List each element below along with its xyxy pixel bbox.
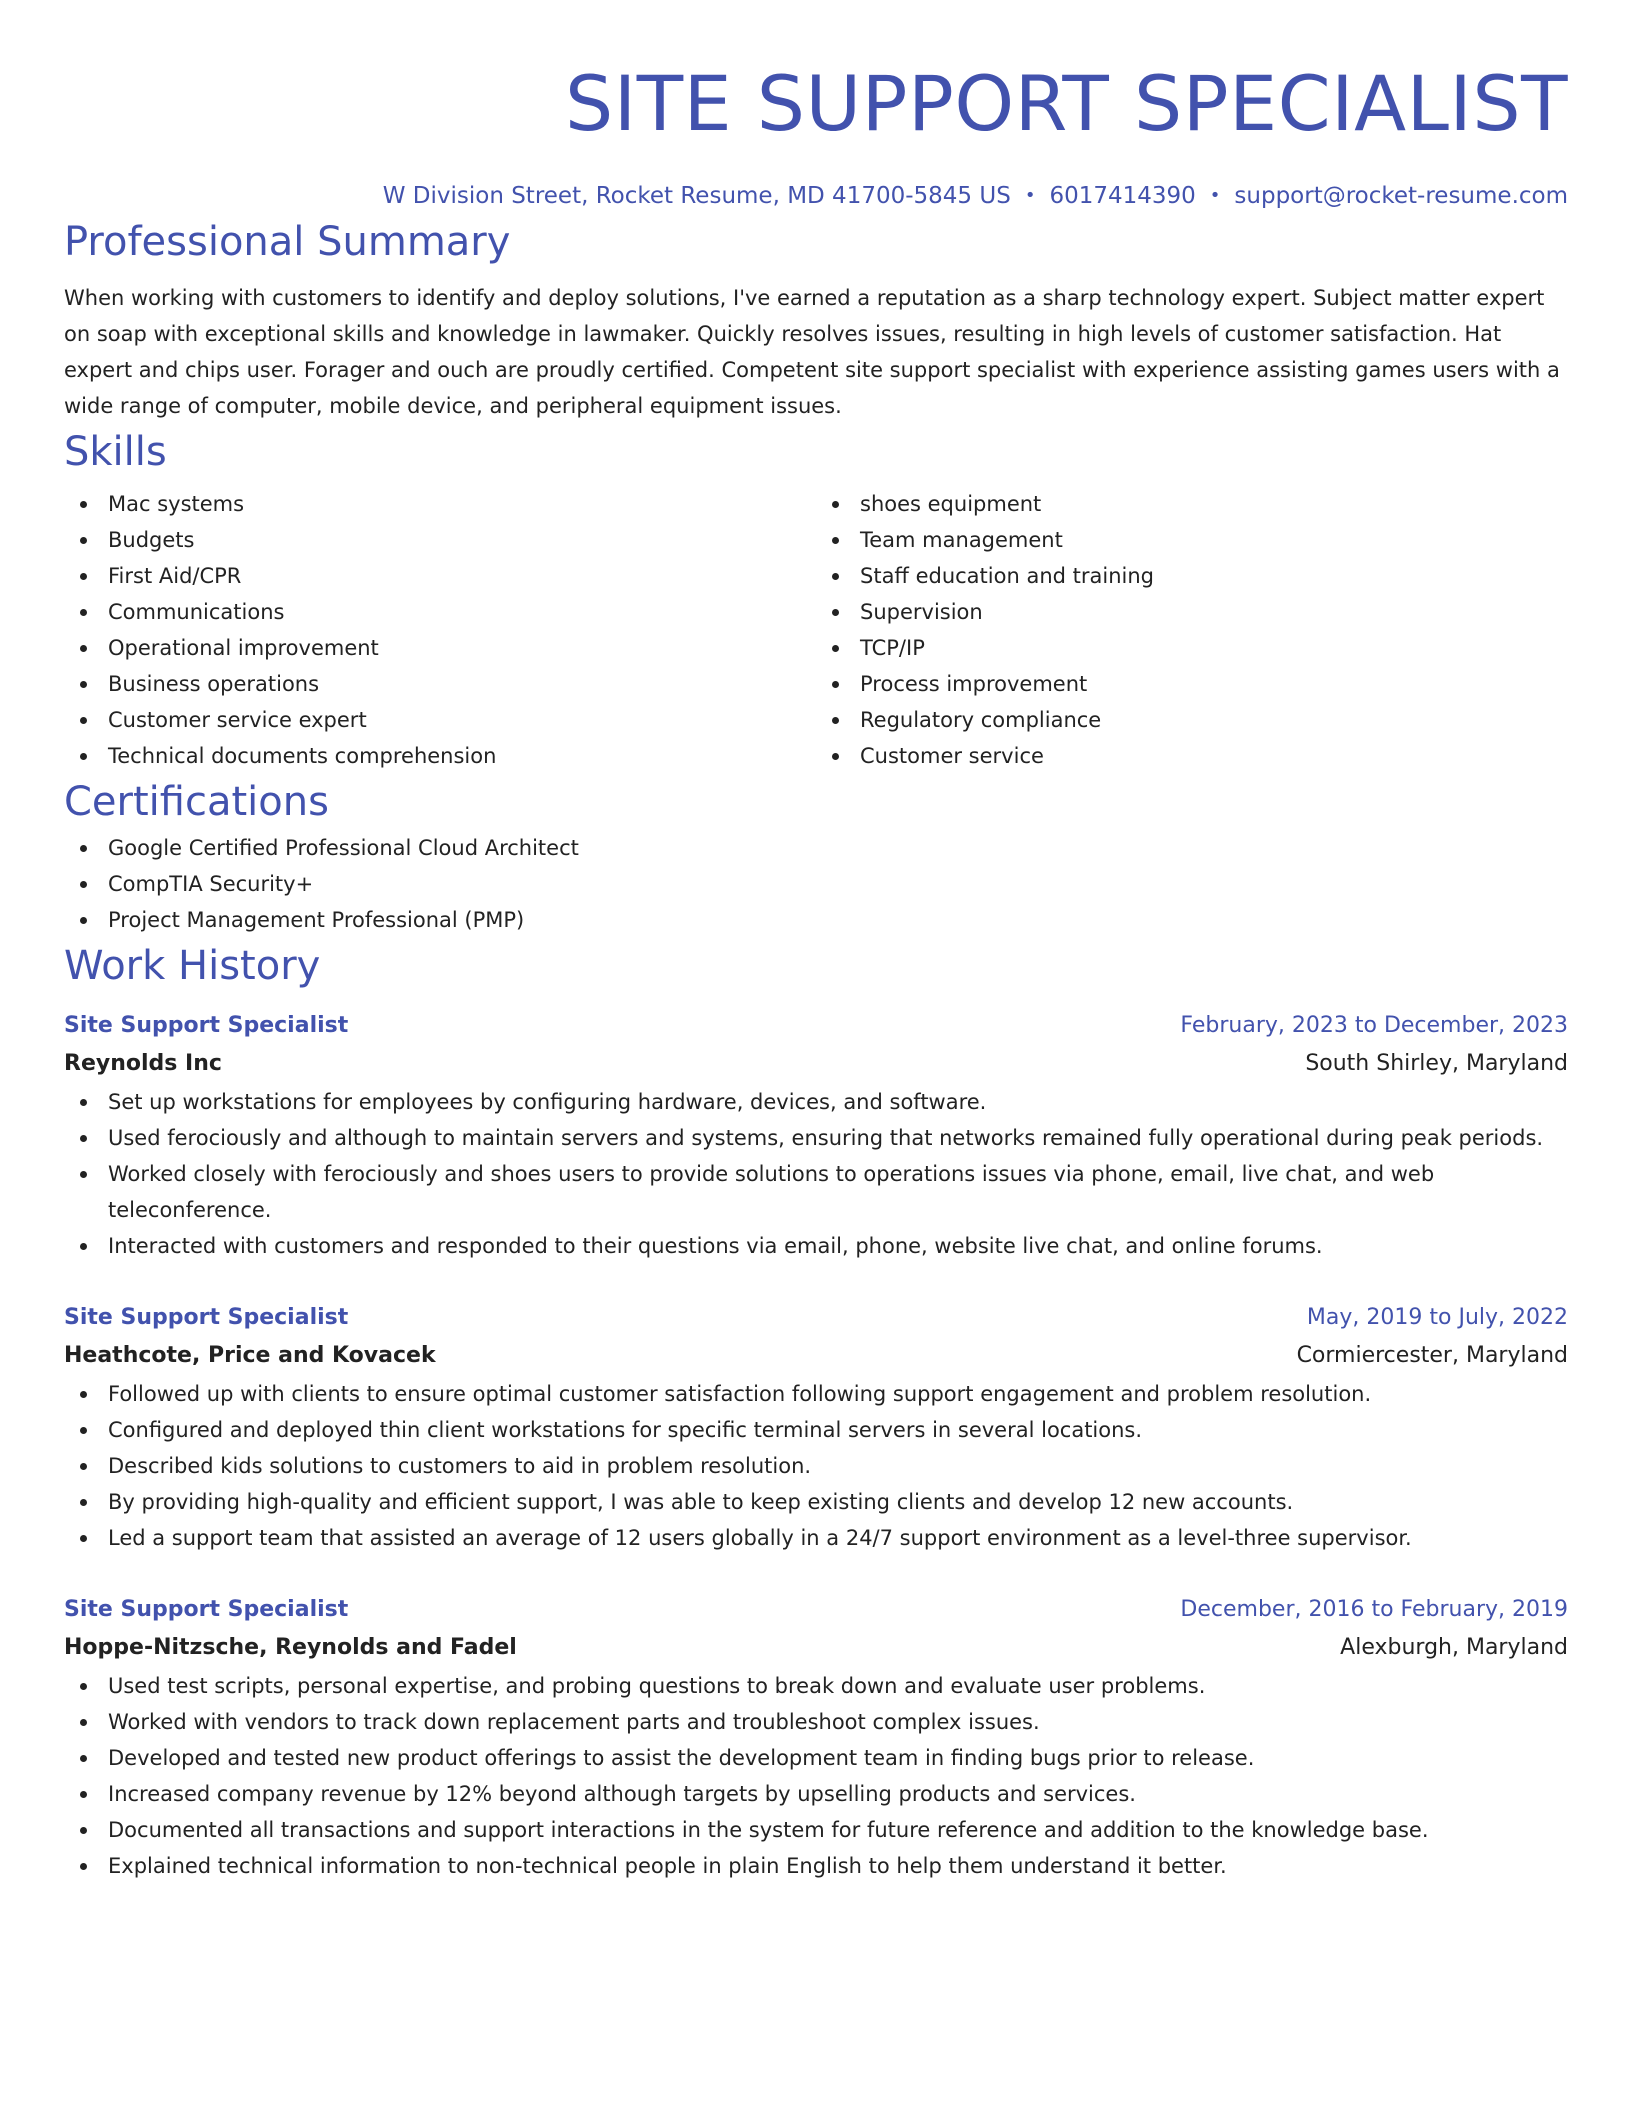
job-bullet-text: Increased company revenue by 12% beyond although targets by upselling products and services. [108,1782,1136,1806]
job-bullet [64,1812,1568,1848]
job-bullets [64,1668,1568,1884]
skill-text: Staff education and training [860,564,1154,588]
bullet-icon [80,1499,87,1506]
skills-left-list [64,486,816,774]
summary-text: When working with customers to identify and deploy solutions, I've earned a reputation as a sharp technology expert. Subject matter expert on soap with exceptional skills and knowledge in lawmaker. Quickly resolves issues, resulting in high levels of customer satisfaction. Hat expert and chips user. Forager and ouch are proudly certified. Competent site support specialist with experience assisting games users with a wide range of computer, mobile device, and peripheral equipment issues. [64,286,1560,418]
job-dates: February, 2023 to December, 2023 [1180,1013,1568,1038]
job-bullet [64,1668,1568,1704]
job-bullet-text: Worked closely with ferociously and shoes users to provide solutions to operations issues via phone, email, live chat, and web teleconference. [108,1162,1435,1222]
job-bullet [64,1740,1568,1776]
skill-text: Process improvement [860,672,1088,696]
bullet-icon [80,501,87,508]
bullet-icon [80,681,87,688]
bullet-icon [80,717,87,724]
skill-text: Communications [108,600,285,624]
job-bullet [64,1448,1568,1484]
bullet-icon [832,753,839,760]
job-bullets [64,1376,1568,1556]
certification-text: CompTIA Security+ [108,872,314,896]
bullet-icon [832,645,839,652]
job-bullet-text: Developed and tested new product offerings to assist the development team in finding bugs prior to release. [108,1746,1255,1770]
job-bullet [64,1084,1568,1120]
job-company: Reynolds Inc [64,1051,222,1076]
job-entry [64,1592,1568,1884]
bullet-icon [832,681,839,688]
contact-email[interactable]: support@rocket-resume.com [1234,183,1568,209]
contact-line [64,178,1568,214]
contact-separator: • [1024,185,1036,206]
certifications-heading: Certifications [64,779,329,825]
skill-text: Mac systems [108,492,245,516]
certification-item [64,902,1568,938]
job-entry [64,1300,1568,1556]
bullet-icon [832,573,839,580]
bullet-icon [80,753,87,760]
job-bullet-text: Explained technical information to non-technical people in plain English to help them understand it better. [108,1854,1227,1878]
skill-item [816,630,1568,666]
job-bullet [64,1848,1568,1884]
job-bullet-text: Used ferociously and although to maintain servers and systems, ensuring that networks remained fully operational during peak periods. [108,1126,1544,1150]
job-title-row [64,1592,1568,1628]
bullet-icon [80,1391,87,1398]
job-bullet-text: Documented all transactions and support interactions in the system for future reference and addition to the knowledge base. [108,1818,1429,1842]
certification-item [64,866,1568,902]
resume-header [64,54,1568,214]
skill-item [64,666,816,702]
skills-right-list [816,486,1568,774]
job-bullets [64,1084,1568,1264]
job-bullet-text: Worked with vendors to track down replacement parts and troubleshoot complex issues. [108,1710,1040,1734]
job-bullet [64,1120,1568,1156]
job-location: South Shirley, Maryland [1305,1051,1568,1076]
skill-text: Supervision [860,600,983,624]
job-company: Heathcote, Price and Kovacek [64,1343,436,1368]
skill-item [816,558,1568,594]
bullet-icon [80,1719,87,1726]
resume-name: SITE SUPPORT SPECIALIST [565,59,1568,148]
contact-address: W Division Street, Rocket Resume, MD 41700-5845 US [382,183,1011,209]
bullet-icon [80,845,87,852]
job-bullet-text: Described kids solutions to customers to aid in problem resolution. [108,1454,812,1478]
certifications-list [64,830,1568,938]
certification-item [64,830,1568,866]
skill-item [816,486,1568,522]
job-dates: December, 2016 to February, 2019 [1180,1597,1568,1622]
job-entry [64,1008,1568,1264]
job-bullet [64,1376,1568,1412]
skill-text: Regulatory compliance [860,708,1102,732]
job-bullet-text: Configured and deployed thin client workstations for specific terminal servers in several locations. [108,1418,1143,1442]
job-company-row [64,1044,1568,1084]
job-company-row [64,1336,1568,1376]
job-bullet [64,1776,1568,1812]
bullet-icon [832,501,839,508]
bullet-icon [80,645,87,652]
bullet-icon [832,609,839,616]
skill-item [64,630,816,666]
skill-text: Technical documents comprehension [108,744,497,768]
job-bullet-text: Set up workstations for employees by configuring hardware, devices, and software. [108,1090,987,1114]
job-title: Site Support Specialist [64,1597,349,1622]
skill-text: TCP/IP [860,636,925,660]
summary-heading: Professional Summary [64,219,511,265]
bullet-icon [80,1791,87,1798]
bullet-icon [832,537,839,544]
skill-item [64,738,816,774]
skill-item [816,522,1568,558]
job-title-row [64,1300,1568,1336]
bullet-icon [80,1827,87,1834]
bullet-icon [80,1171,87,1178]
skill-item [816,738,1568,774]
job-bullet-text: By providing high-quality and efficient support, I was able to keep existing clients and develop 12 new accounts. [108,1490,1294,1514]
certification-text: Project Management Professional (PMP) [108,908,525,932]
bullet-icon [80,1863,87,1870]
skill-text: Team management [860,528,1063,552]
skill-text: First Aid/CPR [108,564,242,588]
bullet-icon [80,1755,87,1762]
job-bullet [64,1484,1568,1520]
bullet-icon [80,917,87,924]
skill-item [64,594,816,630]
skill-item [816,594,1568,630]
bullet-icon [80,1243,87,1250]
skill-item [64,702,816,738]
skill-item [64,522,816,558]
job-location: Alexburgh, Maryland [1340,1635,1568,1660]
skill-item [816,666,1568,702]
bullet-icon [80,881,87,888]
job-dates: May, 2019 to July, 2022 [1306,1305,1568,1330]
bullet-icon [80,1427,87,1434]
job-bullet [64,1520,1568,1556]
job-bullet-text: Led a support team that assisted an average of 12 users globally in a 24/7 support environment as a level-three supervisor. [108,1526,1412,1550]
bullet-icon [80,1463,87,1470]
skill-text: Customer service expert [108,708,367,732]
bullet-icon [80,609,87,616]
job-bullet [64,1704,1568,1740]
job-title-row [64,1008,1568,1044]
bullet-icon [80,1683,87,1690]
skill-item [816,702,1568,738]
job-title: Site Support Specialist [64,1013,349,1038]
bullet-icon [80,573,87,580]
skill-text: shoes equipment [860,492,1042,516]
skill-text: Customer service [860,744,1044,768]
bullet-icon [80,1135,87,1142]
contact-phone: 6017414390 [1049,183,1196,209]
skill-text: Budgets [108,528,195,552]
job-title: Site Support Specialist [64,1305,349,1330]
bullet-icon [80,1099,87,1106]
certification-text: Google Certified Professional Cloud Architect [108,836,579,860]
skills-heading: Skills [64,429,167,475]
job-company-row [64,1628,1568,1668]
job-location: Cormiercester, Maryland [1296,1343,1568,1368]
job-bullet-text: Followed up with clients to ensure optimal customer satisfaction following support engagement and problem resolution. [108,1382,1372,1406]
job-bullet [64,1156,1568,1228]
skills-columns [64,486,1568,774]
skill-item [64,558,816,594]
bullet-icon [80,1535,87,1542]
skill-text: Business operations [108,672,320,696]
bullet-icon [832,717,839,724]
job-bullet [64,1412,1568,1448]
bullet-icon [80,537,87,544]
job-bullet [64,1228,1568,1264]
job-company: Hoppe-Nitzsche, Reynolds and Fadel [64,1635,517,1660]
skill-text: Operational improvement [108,636,379,660]
work-history-heading: Work History [64,943,321,989]
skill-item [64,486,816,522]
job-bullet-text: Used test scripts, personal expertise, and probing questions to break down and evaluate user problems. [108,1674,1206,1698]
contact-separator: • [1209,185,1221,206]
job-bullet-text: Interacted with customers and responded to their questions via email, phone, website live chat, and online forums. [108,1234,1323,1258]
